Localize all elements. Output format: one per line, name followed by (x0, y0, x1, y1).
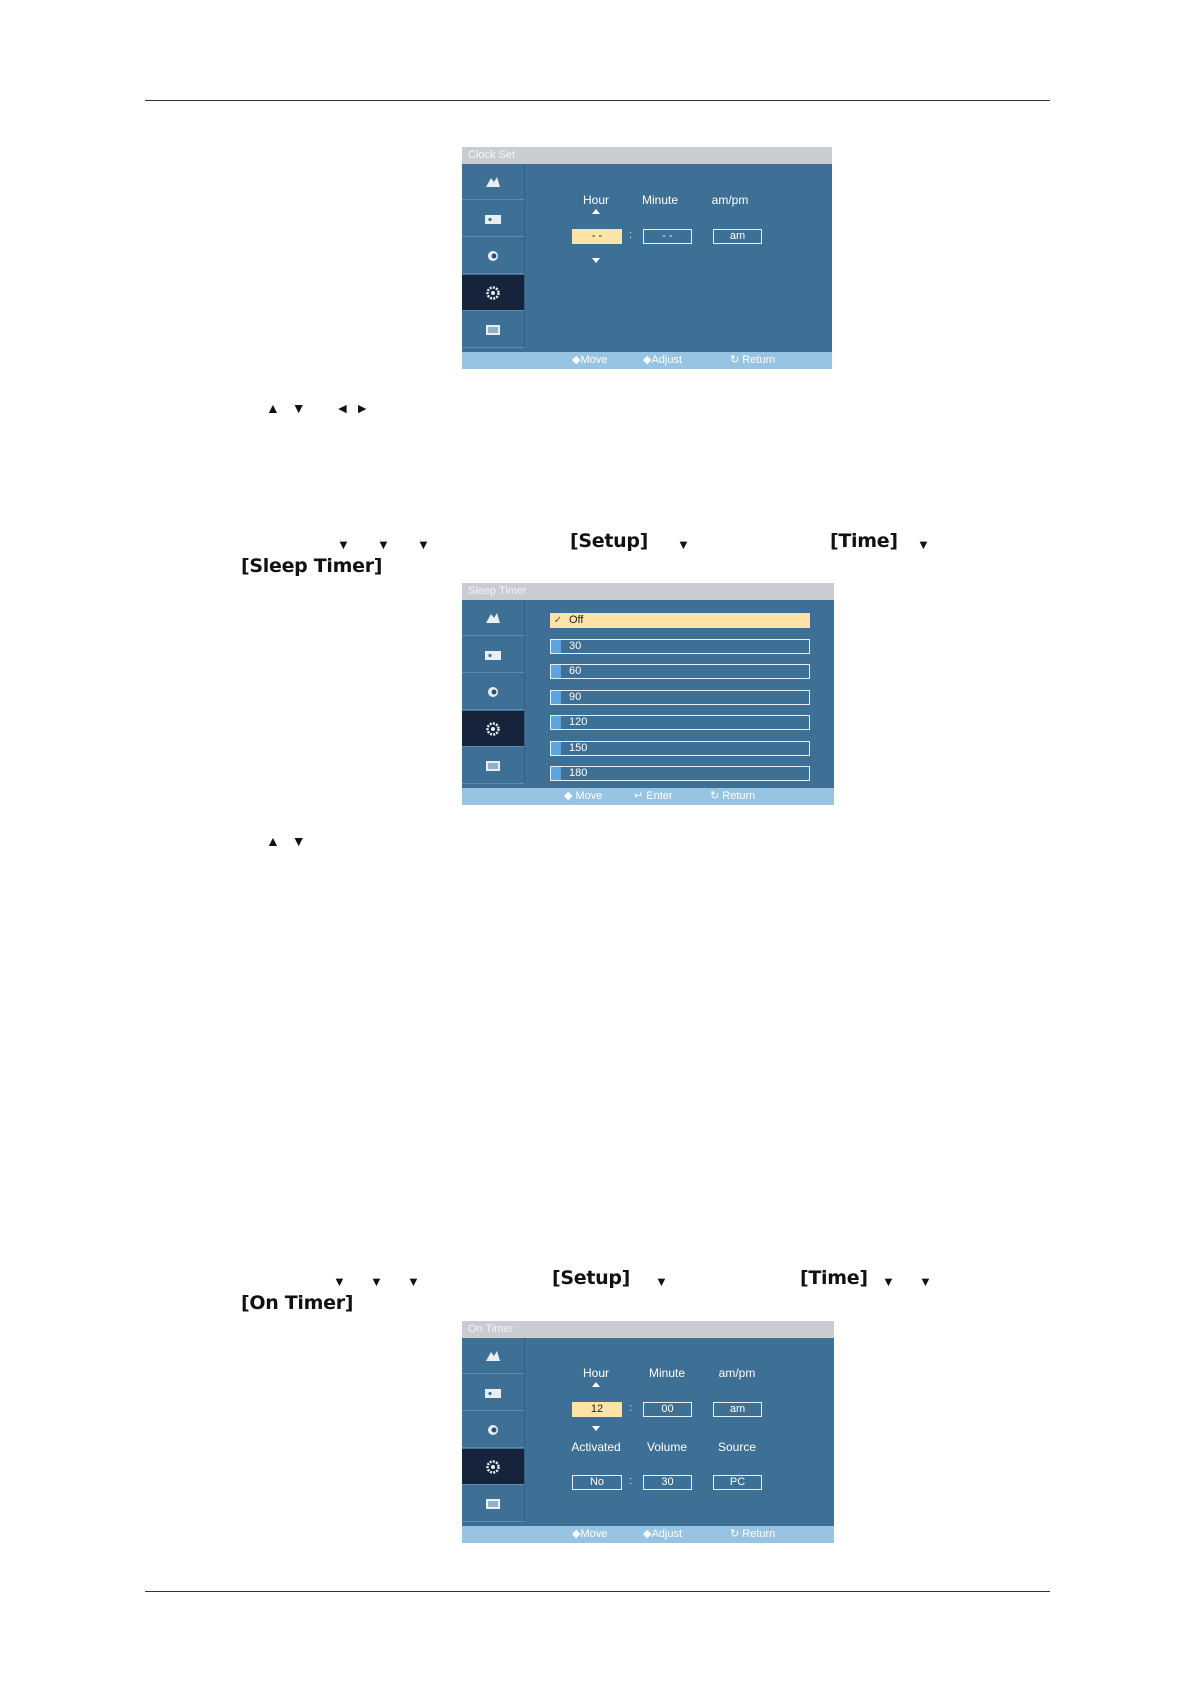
option-marker (551, 691, 561, 704)
minute-field[interactable]: 00 (643, 1402, 692, 1417)
sound-icon (483, 1423, 503, 1437)
sleep-option-90[interactable]: 90 (550, 690, 810, 705)
setup-gear-icon (483, 722, 503, 736)
hour-down-arrow-icon[interactable] (592, 258, 600, 263)
sidebar-item-input[interactable] (462, 201, 525, 237)
source-field[interactable]: PC (713, 1475, 762, 1490)
checkmark-icon: ✓ (553, 615, 563, 626)
osd-footer (462, 788, 834, 805)
step-down-arrow-icon: ▼ (417, 537, 430, 552)
osd-title: Clock Set (462, 147, 832, 164)
osd-title: Sleep Timer (462, 583, 834, 600)
field-separator: : (629, 1475, 633, 1487)
hour-up-arrow-icon[interactable] (592, 1382, 600, 1387)
activated-label: Activated (571, 1440, 621, 1454)
osd-title: On Timer (462, 1321, 834, 1338)
step-down-arrow-icon: ▼ (333, 1274, 346, 1289)
move-lr-icon: ◆ (572, 354, 581, 366)
option-marker (551, 767, 561, 780)
option-marker (551, 716, 561, 729)
sidebar-item-sound[interactable] (462, 674, 525, 710)
footer-move: ◆ Move (564, 790, 603, 802)
sleep-option-60[interactable]: 60 (550, 664, 810, 679)
osd-footer (462, 1526, 834, 1543)
ampm-field[interactable]: am (713, 229, 762, 244)
sidebar-item-setup[interactable] (462, 711, 525, 747)
option-marker (551, 742, 561, 755)
step-down-arrow-icon: ▼ (917, 537, 930, 552)
input-icon (483, 648, 503, 662)
up-arrow-icon: ▲ (266, 400, 280, 416)
setup-gear-icon (483, 1460, 503, 1474)
step-down-arrow-icon: ▼ (655, 1274, 668, 1289)
step-down-arrow-icon: ▼ (407, 1274, 420, 1289)
sleep-option-120[interactable]: 120 (550, 715, 810, 730)
step-down-arrow-icon: ▼ (882, 1274, 895, 1289)
adjust-ud-icon: ◆ (643, 354, 652, 366)
minute-label: Minute (641, 193, 679, 207)
ampm-label: am/pm (711, 193, 749, 207)
picture-icon (483, 1349, 503, 1363)
footer-adjust: ◆Adjust (643, 1528, 683, 1540)
adjust-ud-icon: ◆ (643, 1528, 652, 1540)
multi-control-icon (483, 1497, 503, 1511)
footer-move: ◆Move (572, 1528, 608, 1540)
osd-sidebar (462, 1338, 525, 1526)
move-lr-icon: ◆ (572, 1528, 581, 1540)
sleep-timer-osd (462, 583, 834, 805)
time-menu-ref: [Time] (800, 1267, 868, 1289)
footer-return: ↻ Return (730, 354, 776, 366)
hour-down-arrow-icon[interactable] (592, 1426, 600, 1431)
input-icon (483, 212, 503, 226)
sleep-option-180[interactable]: 180 (550, 766, 810, 781)
down-arrow-icon: ▼ (291, 833, 306, 849)
volume-label: Volume (646, 1440, 688, 1454)
step-down-arrow-icon: ▼ (337, 537, 350, 552)
footer-return: ↻ Return (730, 1528, 776, 1540)
sleep-timer-ref: [Sleep Timer] (241, 555, 383, 577)
sound-icon (483, 249, 503, 263)
setup-gear-icon (483, 286, 503, 300)
sleep-option-30[interactable]: 30 (550, 639, 810, 654)
on-timer-ref: [On Timer] (241, 1292, 354, 1314)
on-timer-osd (462, 1321, 834, 1543)
clock-nav-hint (266, 400, 369, 416)
sidebar-item-input[interactable] (462, 1375, 525, 1411)
footer-move: ◆Move (572, 354, 608, 366)
sidebar-item-multi[interactable] (462, 312, 525, 348)
return-icon: ↻ (710, 790, 723, 802)
sidebar-item-input[interactable] (462, 637, 525, 673)
hour-label: Hour (582, 1366, 609, 1380)
ampm-field[interactable]: am (713, 1402, 762, 1417)
option-marker (551, 665, 561, 678)
footer-return: ↻ Return (710, 790, 756, 802)
step-down-arrow-icon: ▼ (677, 537, 690, 552)
sleep-option-150[interactable]: 150 (550, 741, 810, 756)
picture-icon (483, 175, 503, 189)
header-rule (145, 100, 1050, 101)
sleep-option-off[interactable]: ✓ Off (550, 613, 810, 628)
sidebar-item-setup[interactable] (462, 275, 525, 311)
step-down-arrow-icon: ▼ (377, 537, 390, 552)
footer-rule (145, 1591, 1050, 1592)
step-down-arrow-icon: ▼ (370, 1274, 383, 1289)
osd-sidebar (462, 600, 525, 788)
clock-set-osd (462, 147, 832, 369)
sidebar-item-picture[interactable] (462, 164, 525, 200)
up-arrow-icon: ▲ (266, 833, 280, 849)
time-menu-ref: [Time] (830, 530, 898, 552)
minute-field[interactable]: - - (643, 229, 692, 244)
sidebar-item-picture[interactable] (462, 1338, 525, 1374)
footer-adjust: ◆Adjust (643, 354, 683, 366)
picture-icon (483, 611, 503, 625)
sidebar-item-sound[interactable] (462, 238, 525, 274)
return-icon: ↻ (730, 1528, 743, 1540)
left-arrow-icon: ◄ (335, 400, 350, 416)
hour-field[interactable]: - - (572, 229, 622, 244)
osd-sidebar (462, 164, 525, 352)
setup-menu-ref: [Setup] (570, 530, 649, 552)
source-label: Source (717, 1440, 757, 1454)
setup-menu-ref: [Setup] (552, 1267, 631, 1289)
volume-field[interactable]: 30 (643, 1475, 692, 1490)
footer-enter: ↵ Enter (634, 790, 673, 802)
option-marker (551, 640, 561, 653)
sound-icon (483, 685, 503, 699)
sidebar-item-picture[interactable] (462, 600, 525, 636)
right-arrow-icon: ► (355, 400, 370, 416)
sleep-nav-hint (266, 833, 306, 849)
time-separator: : (629, 1402, 633, 1414)
hour-up-arrow-icon[interactable] (592, 209, 600, 214)
step-down-arrow-icon: ▼ (919, 1274, 932, 1289)
hour-field[interactable]: 12 (572, 1402, 622, 1417)
hour-label: Hour (582, 193, 609, 207)
enter-icon: ↵ (634, 790, 647, 802)
input-icon (483, 1386, 503, 1400)
sidebar-item-multi[interactable] (462, 748, 525, 784)
move-ud-icon: ◆ (564, 790, 576, 802)
return-icon: ↻ (730, 354, 743, 366)
minute-label: Minute (648, 1366, 686, 1380)
sidebar-item-sound[interactable] (462, 1412, 525, 1448)
time-separator: : (629, 229, 633, 241)
down-arrow-icon: ▼ (291, 400, 306, 416)
ampm-label: am/pm (718, 1366, 756, 1380)
activated-field[interactable]: No (572, 1475, 622, 1490)
multi-control-icon (483, 323, 503, 337)
sidebar-item-multi[interactable] (462, 1486, 525, 1522)
osd-footer (462, 352, 832, 369)
sidebar-item-setup[interactable] (462, 1449, 525, 1485)
multi-control-icon (483, 759, 503, 773)
